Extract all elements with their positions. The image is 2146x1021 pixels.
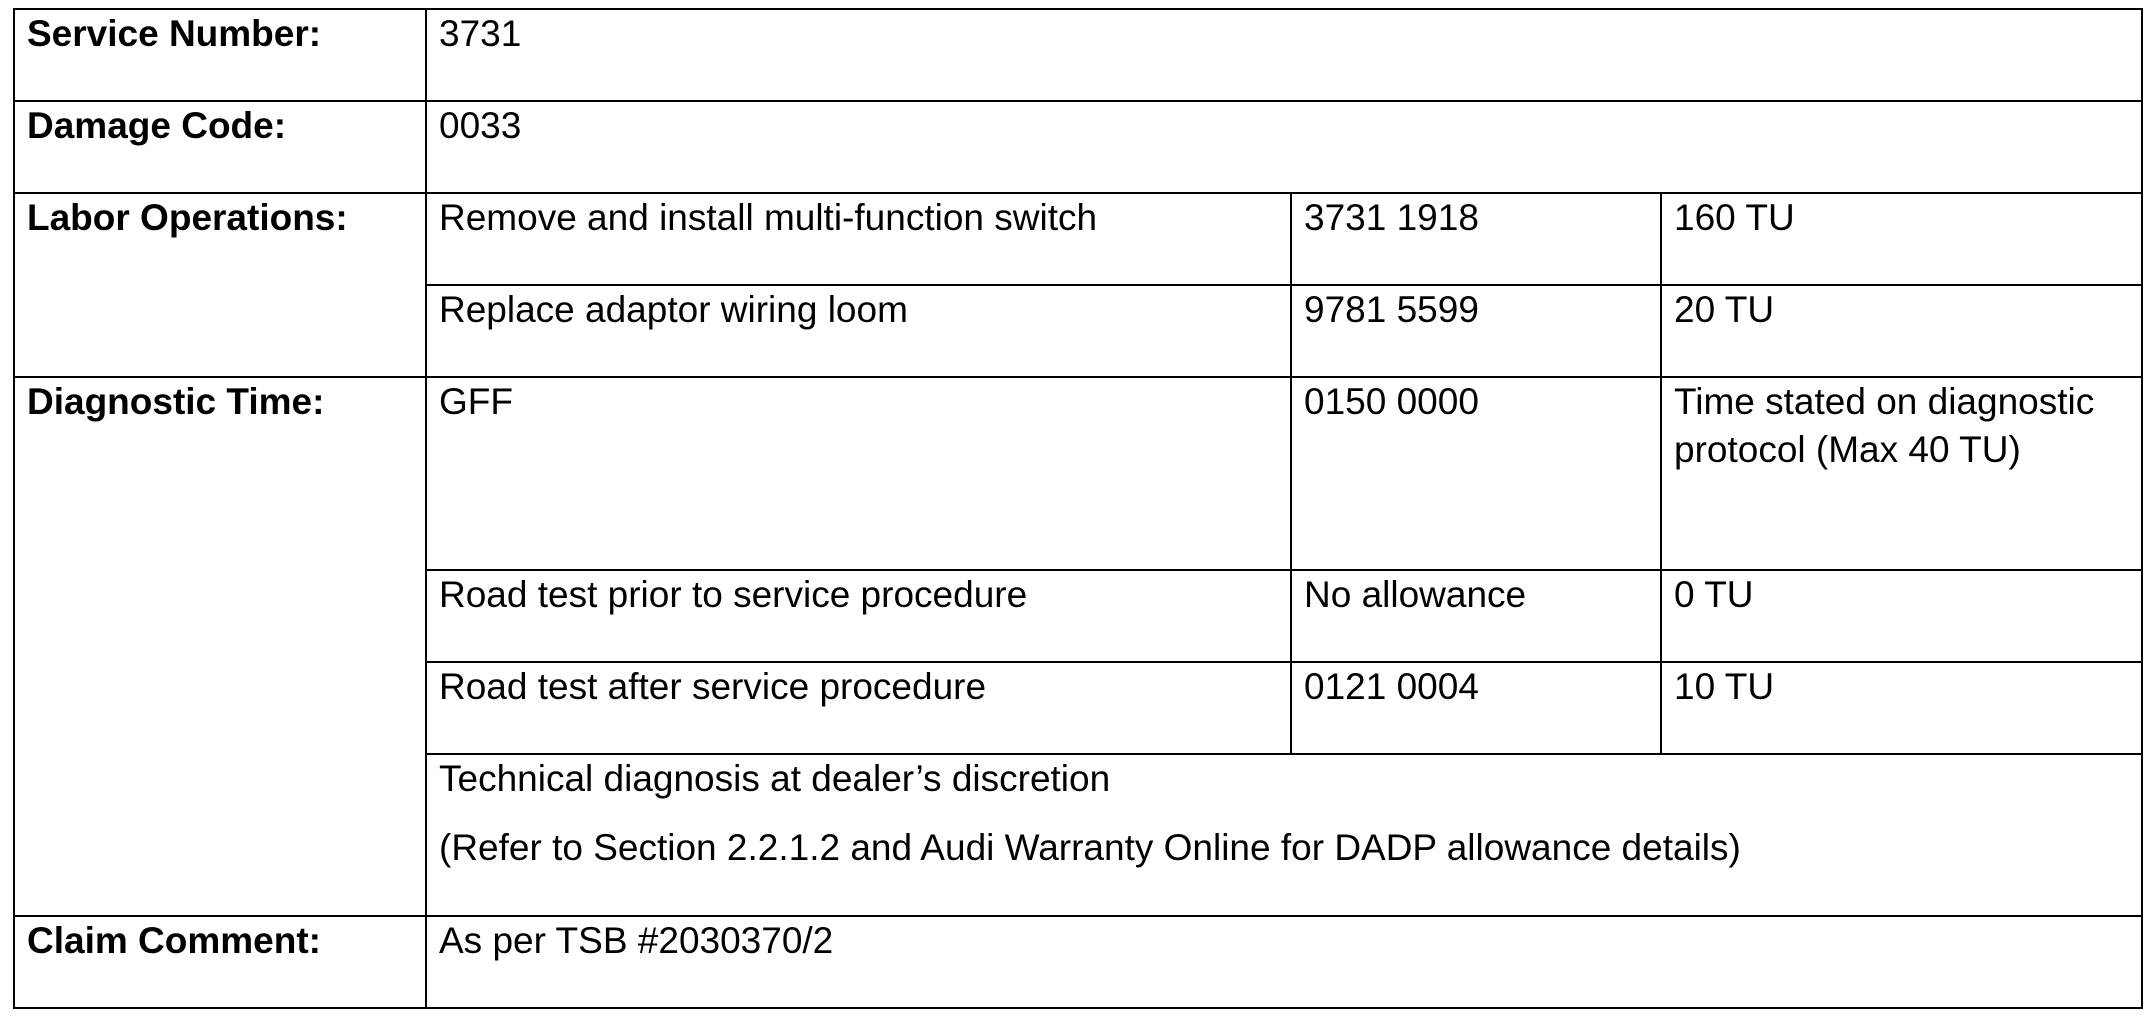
diagnostic-description: GFF (426, 377, 1291, 570)
labor-operation-row (14, 193, 2142, 285)
claim-comment-label: Claim Comment: (14, 916, 426, 1008)
diagnostic-note (426, 754, 2142, 916)
diagnostic-note-reference: (Refer to Section 2.2.1.2 and Audi Warranty Online for DADP allowance details) (439, 827, 1741, 868)
diagnostic-description: Road test after service procedure (426, 662, 1291, 754)
claim-comment-row (14, 916, 2142, 1008)
labor-operation-time: 160 TU (1661, 193, 2142, 285)
diagnostic-time-allowance: Time stated on diagnostic protocol (Max 40 TU) (1661, 377, 2142, 570)
diagnostic-code: No allowance (1291, 570, 1661, 662)
service-number-row (14, 9, 2142, 101)
damage-code-row (14, 101, 2142, 193)
labor-operation-time: 20 TU (1661, 285, 2142, 377)
labor-operation-description: Replace adaptor wiring loom (426, 285, 1291, 377)
damage-code-label: Damage Code: (14, 101, 426, 193)
claim-comment-value: As per TSB #2030370/2 (426, 916, 2142, 1008)
service-number-label: Service Number: (14, 9, 426, 101)
diagnostic-description: Road test prior to service procedure (426, 570, 1291, 662)
labor-operation-code: 9781 5599 (1291, 285, 1661, 377)
damage-code-value: 0033 (426, 101, 2142, 193)
labor-operation-code: 3731 1918 (1291, 193, 1661, 285)
diagnostic-time-allowance: 0 TU (1661, 570, 2142, 662)
service-number-value: 3731 (426, 9, 2142, 101)
diagnostic-note-line: Technical diagnosis at dealer’s discretion (439, 758, 1111, 799)
diagnostic-code: 0150 0000 (1291, 377, 1661, 570)
diagnostic-code: 0121 0004 (1291, 662, 1661, 754)
diagnostic-time-allowance: 10 TU (1661, 662, 2142, 754)
diagnostic-time-label: Diagnostic Time: (14, 377, 426, 916)
labor-operation-description: Remove and install multi-function switch (426, 193, 1291, 285)
diagnostic-time-row (14, 377, 2142, 570)
labor-operations-label: Labor Operations: (14, 193, 426, 377)
warranty-info-table (13, 8, 2143, 1009)
